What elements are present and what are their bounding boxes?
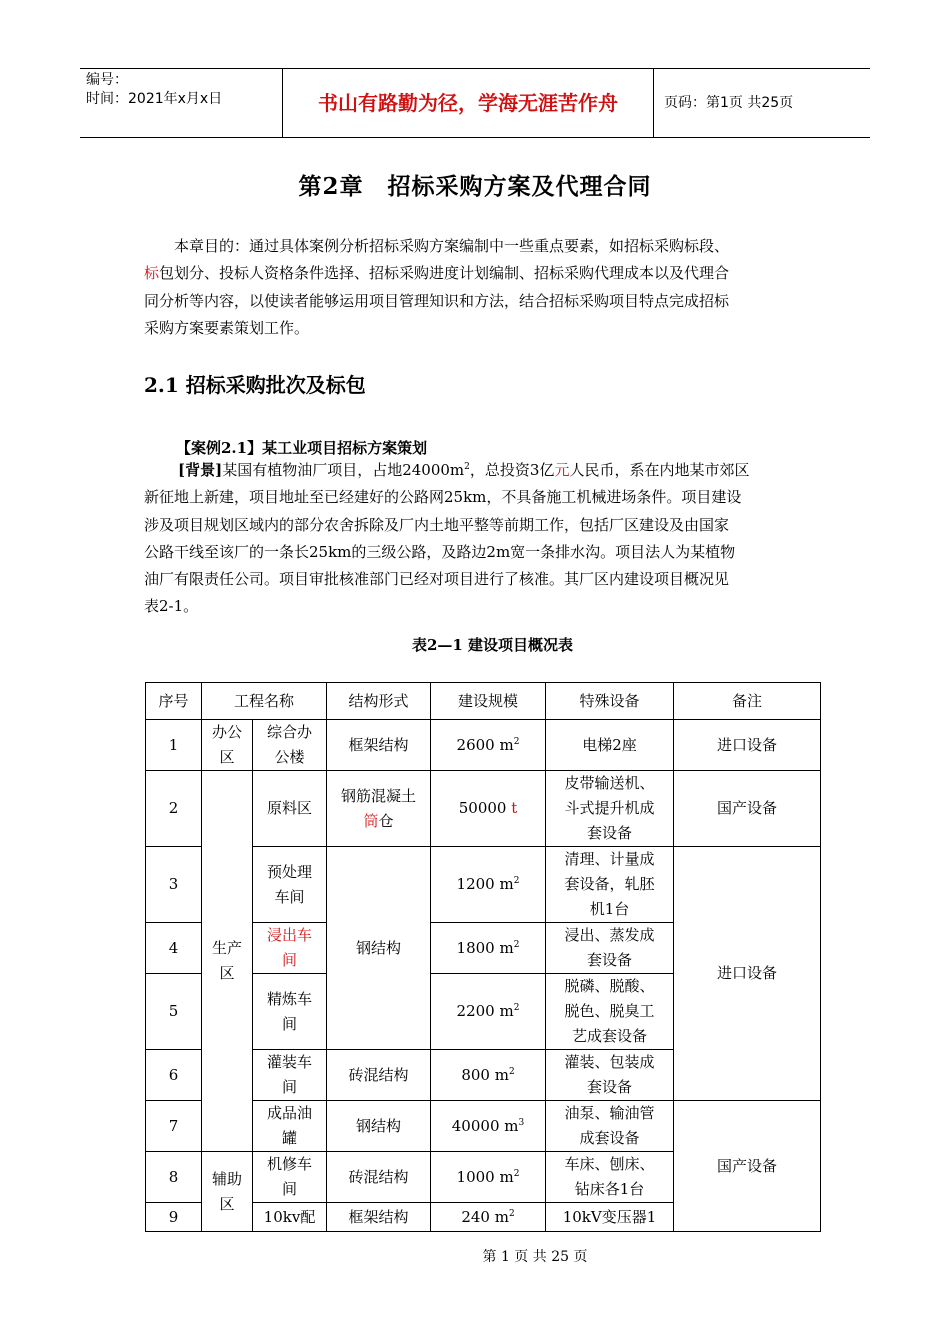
- background-line-4: 公路干线至该厂的一条长25km的三级公路，及路边2m宽一条排水沟。项目法人为某植物: [144, 542, 736, 561]
- section-heading: 2.1 招标采购批次及标包: [144, 373, 366, 397]
- table-header-row: [146, 683, 821, 720]
- date-label: 时间：2021年x月x日: [86, 91, 223, 107]
- col-header-structure: 结构形式: [327, 683, 431, 720]
- col-header-remark: 备注: [674, 683, 821, 720]
- remark-cell: 国产设备: [674, 1101, 821, 1232]
- number-label: 编号：: [86, 72, 128, 88]
- structure-steel-merged: 钢结构: [327, 847, 431, 1050]
- background-line-5: 油厂有限责任公司。项目审批核准部门已经对项目进行了核准。其厂区内建设项目概况见: [144, 570, 730, 589]
- intro-line-4: 采购方案要素策划工作。: [144, 318, 310, 337]
- table-row: 3 预处理 车间 钢结构 1200 $m^2$ 清理、计量成 套设备，轧胚 机1台 进口设备: [146, 847, 821, 923]
- page-footer: 第 1 页 共 25 页: [482, 1249, 588, 1265]
- zone-auxiliary: 辅助 区: [202, 1152, 253, 1232]
- document-header: [80, 68, 870, 138]
- background-label: [背景]: [178, 461, 223, 479]
- background-line-6: 表2-1。: [144, 597, 199, 616]
- intro-line-1: 本章目的：通过具体案例分析招标采购方案编制中一些重点要素，如招标采购标段、: [174, 237, 730, 255]
- table-row: 4 浸出车 间 1800 $m^2$ 浸出、蒸发成 套设备: [146, 923, 821, 974]
- project-overview-table: [145, 682, 821, 1232]
- intro-line-3: 同分析等内容，以使读者能够运用项目管理知识和方法，结合招标采购项目特点完成招标: [144, 291, 730, 310]
- table-title: 表2—1 建设项目概况表: [411, 636, 574, 654]
- case-title: 【案例2.1】某工业项目招标方案策划: [176, 439, 428, 457]
- table-row: 2 生产 区 原料区 钢筋混凝土 筒仓 50000 t 皮带输送机、 斗式提升机成 套设备 国产设备: [146, 771, 821, 847]
- table-row: 1 办公 区 综合办 公楼 框架结构 2600 $m^2$ 电梯2座 进口设备: [146, 720, 821, 771]
- col-header-no: 序号: [146, 683, 202, 720]
- remark-cell: 进口设备: [674, 847, 821, 1101]
- table-row: 6 灌装车 间 砖混结构 800 $m^2$ 灌装、包装成 套设备: [146, 1050, 821, 1101]
- intro-paragraph: [144, 233, 810, 342]
- table-row: 5 精炼车 间 2200 $m^2$ 脱磷、脱酸、 脱色、脱臭工 艺成套设备: [146, 974, 821, 1050]
- remark-cell: 国产设备: [674, 771, 821, 847]
- background-line-1: [背景]某国有植物油厂项目，占地$24000m^2$，总投资3亿元人民币，系在内地某市郊区: [178, 461, 750, 479]
- chapter-title: 第2章 招标采购方案及代理合同: [298, 173, 652, 200]
- col-header-name: 工程名称: [202, 683, 327, 720]
- intro-red-char: 标: [144, 264, 160, 283]
- col-header-equipment: 特殊设备: [546, 683, 674, 720]
- table-row: 7 成品油 罐 钢结构 40000 $m^3$ 油泵、输油管 成套设备 国产设备: [146, 1101, 821, 1152]
- remark-cell: 进口设备: [674, 720, 821, 771]
- table-row: 8 辅助 区 机修车 间 砖混结构 1000 $m^2$ 车床、刨床、 钻床各1台: [146, 1152, 821, 1203]
- background-paragraph: [144, 457, 810, 621]
- table-row: 9 10kv配 框架结构 240 $m^2$ 10kV变压器1: [146, 1203, 821, 1232]
- header-motto: 书山有路勤为径，学海无涯苦作舟: [282, 69, 654, 137]
- header-meta: [80, 69, 282, 137]
- col-header-scale: 建设规模: [431, 683, 546, 720]
- zone-production: 生产 区: [202, 771, 253, 1152]
- background-line-2: 新征地上新建，项目地址至已经建好的公路网25km，不具备施工机械进场条件。项目建设: [144, 488, 742, 507]
- background-line-3: 涉及项目规划区域内的部分农舍拆除及厂内土地平整等前期工作，包括厂区建设及由国家: [144, 515, 730, 534]
- zone-office: 办公 区: [202, 720, 253, 771]
- intro-line-2: 标包划分、投标人资格条件选择、招标采购进度计划编制、招标采购代理成本以及代理合: [144, 264, 730, 283]
- header-page-info: 页码：第1页 共25页: [664, 95, 794, 111]
